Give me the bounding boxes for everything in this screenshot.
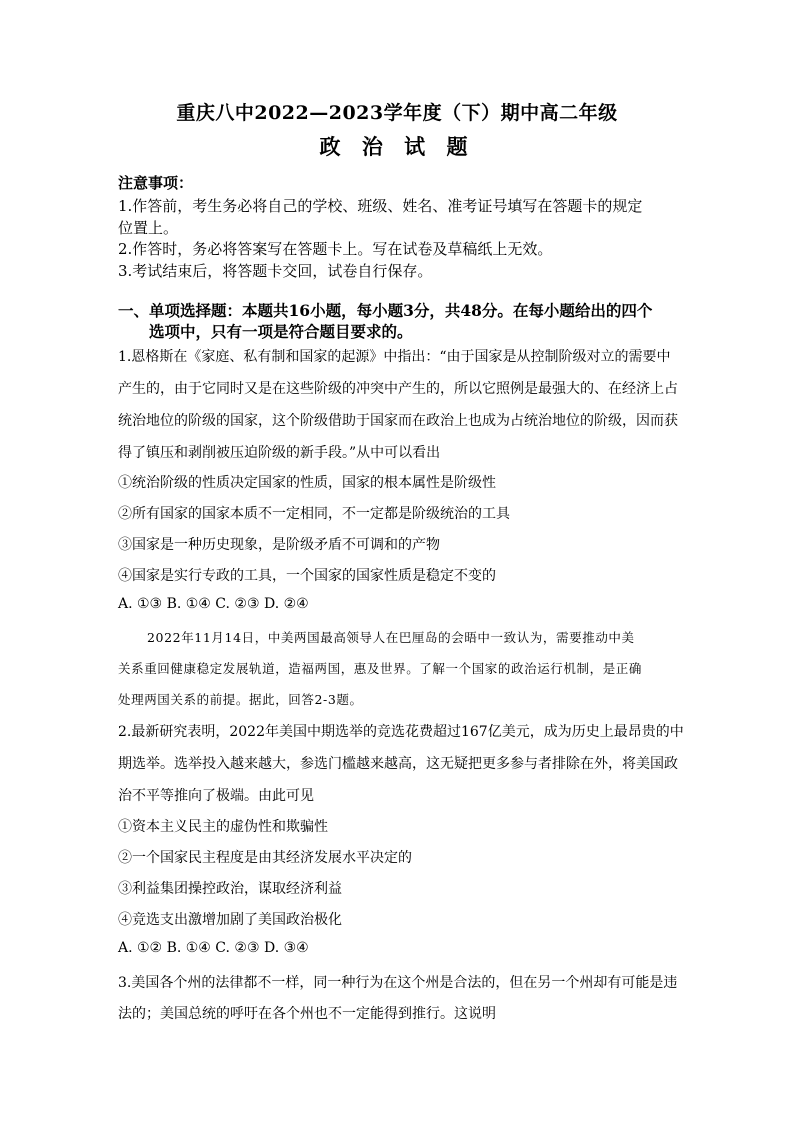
- q2-option: ②一个国家民主程度是由其经济发展水平决定的: [118, 850, 412, 866]
- material-text: 2022年11月14日，中美两国最高领导人在巴厘岛的会晤中一致认为，需要推动中美: [147, 630, 635, 645]
- notice-item: 3.考试结束后，将答题卡交回，试卷自行保存。: [118, 262, 433, 280]
- q2-stem: 期选举。选举投入越来越大，参选门槛越来越高，这无疑把更多参与者排除在外，将美国政: [118, 756, 678, 772]
- q3-stem: 3.美国各个州的法律都不一样，同一种行为在这个州是合法的，但在另一个州却有可能是违: [118, 975, 678, 991]
- section-heading: 一、单项选择题：本题共16小题，每小题3分，共48分。在每小题给出的四个: [118, 301, 653, 320]
- q2-answers: A. ①② B. ①④ C. ②③ D. ③④: [118, 940, 309, 956]
- notice-heading: 注意事项：: [118, 174, 194, 192]
- q1-stem: 产生的，由于它同时又是在这些阶级的冲突中产生的，所以它照例是最强大的、在经济上占: [118, 381, 678, 397]
- notice-item: 2.作答时，务必将答案写在答题卡上。写在试卷及草稿纸上无效。: [118, 240, 553, 258]
- q2-option: ④竞选支出激增加剧了美国政治极化: [118, 912, 342, 928]
- q1-option: ③国家是一种历史现象，是阶级矛盾不可调和的产物: [118, 537, 440, 553]
- q1-stem: 统治地位的阶级的国家，这个阶级借助于国家而在政治上也成为占统治地位的阶级，因而获: [118, 413, 678, 429]
- q1-option: ①统治阶级的性质决定国家的性质，国家的根本属性是阶级性: [118, 475, 496, 491]
- material-text: 关系重回健康稳定发展轨道，造福两国，惠及世界。了解一个国家的政治运行机制，是正确: [118, 661, 643, 676]
- q1-stem: 得了镇压和剥削被压迫阶级的新手段。”从中可以看出: [118, 445, 441, 461]
- q2-stem: 治不平等推向了极端。由此可见: [118, 788, 314, 804]
- section-heading-cont: 选项中，只有一项是符合题目要求的。: [149, 322, 413, 341]
- notice-item: 1.作答前，考生务必将自己的学校、班级、姓名、准考证号填写在答题卡的规定: [118, 197, 643, 215]
- q2-option: ③利益集团操控政治，谋取经济利益: [118, 881, 342, 897]
- q1-answers: A. ①③ B. ①④ C. ②③ D. ②④: [118, 596, 309, 612]
- q1-option: ②所有国家的国家本质不一定相同，不一定都是阶级统治的工具: [118, 506, 510, 522]
- notice-item: 位置上。: [118, 219, 179, 237]
- q2-option: ①资本主义民主的虚伪性和欺骗性: [118, 819, 328, 835]
- exam-subject: 政 治 试 题: [319, 134, 475, 159]
- q1-stem: 1.恩格斯在《家庭、私有制和国家的起源》中指出：“由于国家是从控制阶级对立的需要中: [118, 349, 671, 365]
- q3-stem: 法的；美国总统的呼吁在各个州也不一定能得到推行。这说明: [118, 1006, 496, 1022]
- exam-title: 重庆八中2022—2023学年度（下）期中高二年级: [176, 102, 618, 124]
- q2-stem: 2.最新研究表明，2022年美国中期选举的竞选花费超过167亿美元，成为历史上最昂贵的中: [118, 724, 684, 740]
- q1-option: ④国家是实行专政的工具，一个国家的国家性质是稳定不变的: [118, 568, 496, 584]
- material-text: 处理两国关系的前提。据此，回答2-3题。: [118, 692, 363, 707]
